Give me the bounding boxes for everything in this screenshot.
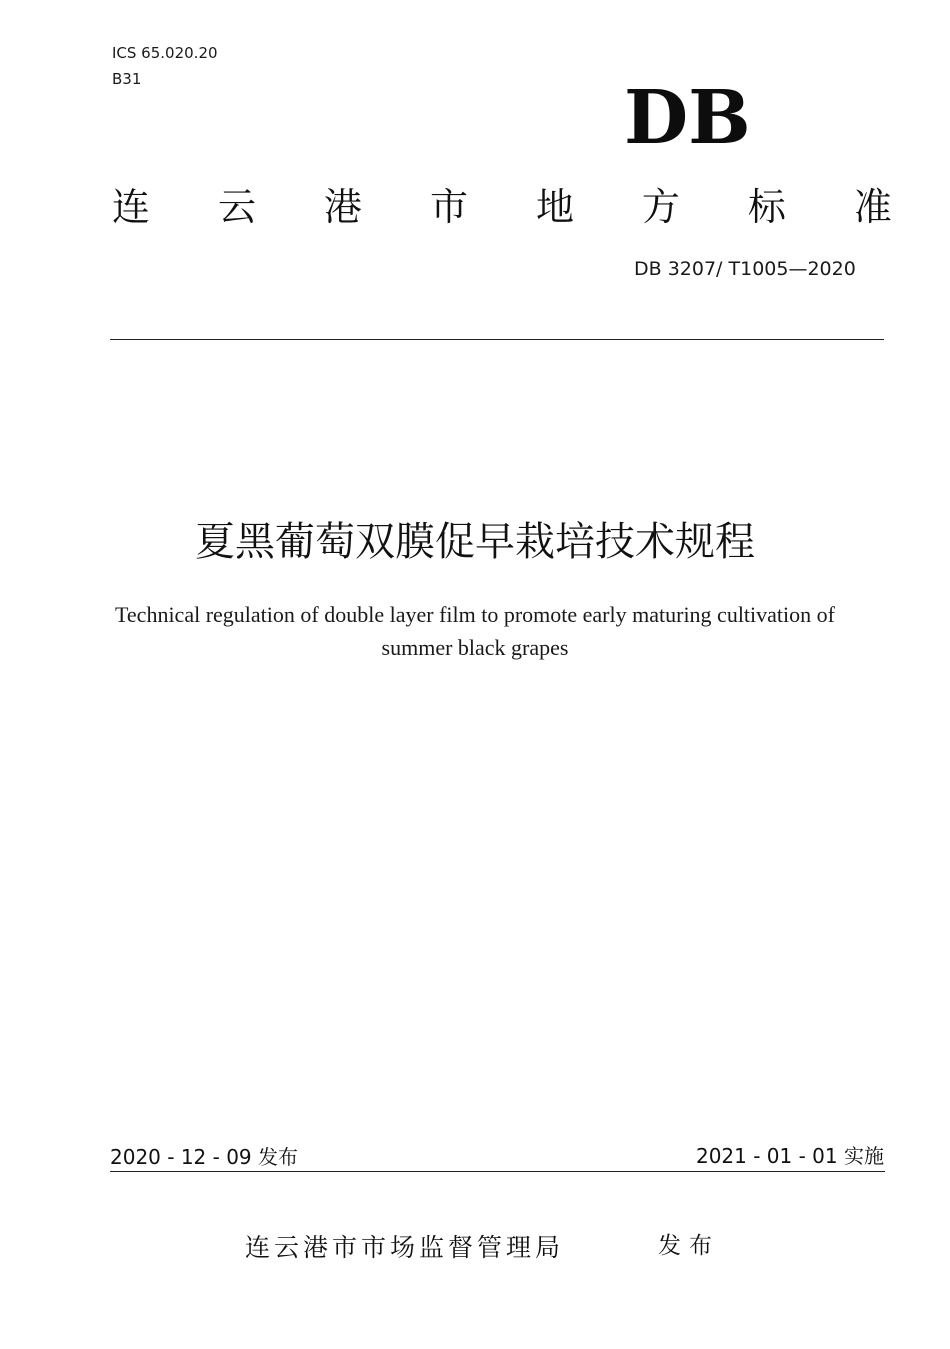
header-divider	[110, 339, 884, 340]
document-title-en-line1: Technical regulation of double layer film to promote early maturing cultivation of	[115, 602, 835, 627]
standard-type-char: 连	[112, 185, 151, 229]
document-title-en-line2: summer black grapes	[381, 635, 569, 660]
standard-type-char: 标	[747, 185, 786, 229]
ccs-code: B31	[112, 70, 142, 88]
standard-number: DB 3207/ T1005—2020	[634, 258, 856, 280]
standard-type-char: 港	[323, 185, 362, 229]
footer-divider	[110, 1171, 885, 1172]
ics-code: ICS 65.020.20	[112, 44, 218, 62]
document-title-cn: 夏黑葡萄双膜促早栽培技术规程	[195, 519, 755, 565]
standard-type-char: 方	[641, 185, 680, 229]
standard-type-char: 市	[429, 185, 468, 229]
issuing-authority: 连云港市市场监督管理局	[245, 1233, 565, 1262]
issue-date: 2020 - 12 - 09 发布	[110, 1145, 299, 1169]
standard-mark: DB	[624, 75, 751, 161]
standard-type-title	[112, 182, 892, 232]
standard-type-char: 云	[217, 185, 256, 229]
implementation-date: 2021 - 01 - 01 实施	[695, 1144, 884, 1168]
standard-type-char: 准	[853, 185, 892, 229]
standard-type-char: 地	[535, 185, 574, 229]
issuing-action: 发布	[658, 1233, 720, 1259]
document-title-en	[60, 598, 890, 664]
